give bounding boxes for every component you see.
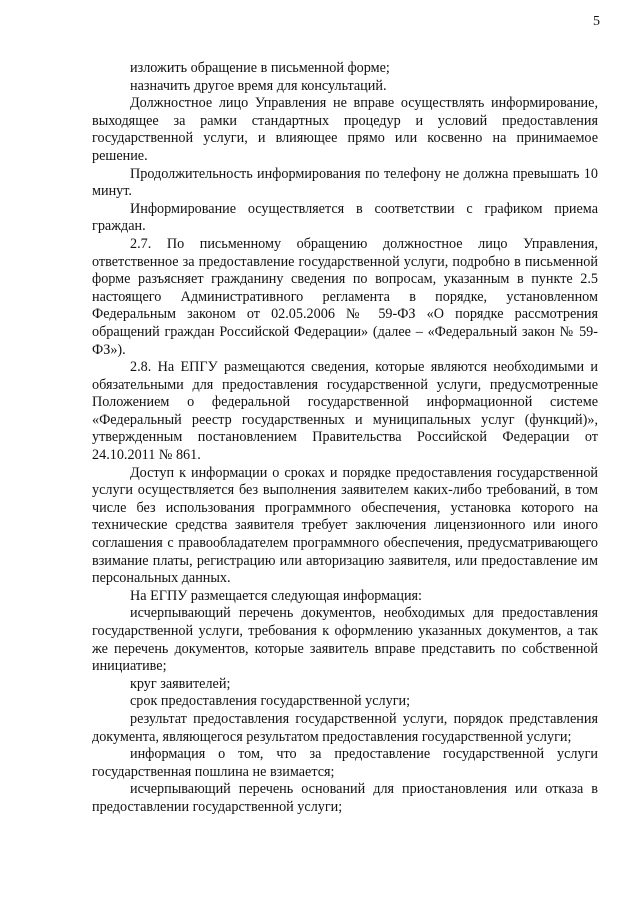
list-item: исчерпывающий перечень оснований для приостановления или отказа в предоставлении государственной услуги; [92, 781, 598, 815]
list-item: исчерпывающий перечень документов, необходимых для предоставления государственной услуги, требования к оформлению указанных документов, а так же перечень документов, которые заявитель вправе представить по собственной инициативе; [92, 605, 598, 675]
paragraph: назначить другое время для консультаций. [130, 77, 387, 94]
list-item: круг заявителей; [130, 675, 231, 692]
list-item: информация о том, что за предоставление государственной услуги государственная пошлина не взимается; [92, 746, 598, 780]
paragraph: 2.7. По письменному обращению должностное лицо Управления, ответственное за предоставление государственной услуги, подробно в письменной форме разъясняет гражданину сведения по вопросам, указанным в пункте 2.5 настоящего Административного регламента в порядке, установленном Федеральным законом от 02.05.2006 № 59-ФЗ «О порядке рассмотрения обращений граждан Российской Федерации» (далее – «Федеральный закон № 59-ФЗ»). [92, 235, 598, 358]
list-item: результат предоставления государственной услуги, порядок представления документа, являющегося результатом предоставления государственной услуги; [92, 710, 598, 745]
paragraph: 2.8. На ЕПГУ размещаются сведения, которые являются необходимыми и обязательными для предоставления государственной услуги, предусмотренные Положением о федеральной государственной информационной системе «Федеральный реестр государственных и муниципальных услуг (функций)», утвержденным постановлением Правительства Российской Федерации от 24.10.2011 № 861. [92, 359, 598, 464]
paragraph: Доступ к информации о сроках и порядке предоставления государственной услуги осуществляется без выполнения заявителем каких-либо требований, в том числе без использования программного обеспечения, установка которого на технические средства заявителя требует заключения лицензионного или иного соглашения с правообладателем программного обеспечения, предусматривающего взимание платы, регистрацию или авторизацию заявителя, или предоставление им персональных данных. [92, 464, 598, 587]
document-body [92, 60, 598, 817]
paragraph: Продолжительность информирования по телефону не должна превышать 10 минут. [92, 165, 598, 200]
paragraph: На ЕГПУ размещается следующая информация: [130, 587, 423, 604]
paragraph: изложить обращение в письменной форме; [130, 60, 390, 76]
paragraph: Должностное лицо Управления не вправе осуществлять информирование, выходящее за рамки стандартных процедур и условий предоставления государственной услуги, и влияющее прямо или косвенно на принимаемое решение. [92, 95, 598, 164]
list-item: срок предоставления государственной услуги; [130, 693, 411, 710]
page-number: 5 [593, 14, 600, 29]
paragraph: Информирование осуществляется в соответствии с графиком приема граждан. [92, 200, 598, 235]
